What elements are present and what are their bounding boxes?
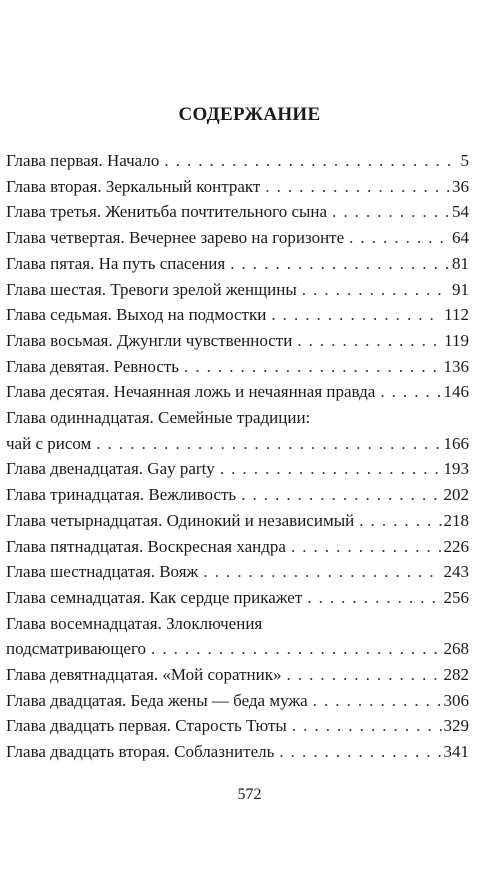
- entry-title: Глава девятнадцатая. «Мой соратник»: [6, 665, 282, 685]
- dot-leader: [184, 354, 441, 380]
- entry-title: чай с рисом: [6, 433, 92, 453]
- entry-page: 218: [443, 510, 469, 530]
- toc-entry[interactable]: [6, 739, 469, 765]
- dot-leader: [265, 174, 450, 200]
- dot-leader: [271, 302, 442, 328]
- entry-title: Глава седьмая. Выход на подмостки: [6, 305, 267, 325]
- entry-title: Глава шестнадцатая. Вояж: [6, 562, 199, 582]
- entry-page: 329: [443, 716, 469, 736]
- dot-leader: [292, 713, 442, 739]
- dot-leader: [151, 636, 441, 662]
- dot-leader: [230, 251, 450, 277]
- page-title: СОДЕРЖАНИЕ: [178, 104, 321, 125]
- entry-page: 226: [443, 536, 469, 556]
- entry-title: Глава десятая. Нечаянная ложь и нечаянная правда: [6, 382, 376, 402]
- entry-title: Глава пятнадцатая. Воскресная хандра: [6, 536, 286, 556]
- toc-entry[interactable]: [6, 688, 469, 714]
- entry-title: Глава двадцать первая. Старость Тюты: [6, 716, 287, 736]
- dot-leader: [307, 585, 441, 611]
- dot-leader: [359, 508, 441, 534]
- toc-entry[interactable]: [6, 405, 469, 456]
- entry-title: подсматривающего: [6, 639, 147, 659]
- toc-entry[interactable]: [6, 277, 469, 303]
- entry-title: Глава третья. Женитьба почтительного сына: [6, 202, 328, 222]
- entry-page: 112: [444, 305, 469, 325]
- entry-page: 64: [452, 228, 469, 248]
- toc-entry[interactable]: [6, 585, 469, 611]
- entry-title: Глава двадцатая. Беда жены — беда мужа: [6, 690, 308, 710]
- toc-entry[interactable]: [6, 199, 469, 225]
- entry-title: Глава вторая. Зеркальный контракт: [6, 176, 261, 196]
- toc-entry[interactable]: [6, 302, 469, 328]
- dot-leader: [302, 277, 450, 303]
- entry-title: Глава пятая. На путь спасения: [6, 253, 226, 273]
- toc-entry[interactable]: [6, 456, 469, 482]
- dot-leader: [241, 482, 441, 508]
- dot-leader: [332, 199, 450, 225]
- dot-leader: [279, 739, 441, 765]
- dot-leader: [349, 225, 450, 251]
- toc-entry[interactable]: [6, 174, 469, 200]
- toc-entry[interactable]: [6, 662, 469, 688]
- entry-title: Глава тринадцатая. Вежливость: [6, 485, 237, 505]
- toc-entry[interactable]: [6, 379, 469, 405]
- dot-leader: [291, 534, 442, 560]
- entry-title: Глава семнадцатая. Как сердце прикажет: [6, 587, 303, 607]
- entry-title: Глава двенадцатая. Gay party: [6, 459, 215, 479]
- entry-title: Глава шестая. Тревоги зрелой женщины: [6, 279, 297, 299]
- entry-page: 282: [443, 665, 469, 685]
- dot-leader: [96, 431, 441, 457]
- entry-title: Глава четырнадцатая. Одинокий и независимый: [6, 510, 355, 530]
- dot-leader: [297, 328, 442, 354]
- entry-title-line1: Глава одиннадцатая. Семейные традиции:: [6, 408, 311, 428]
- dot-leader: [164, 148, 458, 174]
- entry-page: 202: [443, 485, 469, 505]
- entry-page: 243: [443, 562, 469, 582]
- entry-page: 136: [443, 356, 469, 376]
- toc-entry[interactable]: [6, 559, 469, 585]
- page-number: 572: [237, 786, 262, 803]
- toc-entry[interactable]: [6, 482, 469, 508]
- entry-page: 36: [452, 176, 469, 196]
- entry-title-line1: Глава восемнадцатая. Злоключения: [6, 613, 263, 633]
- dot-leader: [203, 559, 441, 585]
- entry-page: 81: [452, 253, 469, 273]
- dot-leader: [287, 662, 442, 688]
- entry-page: 119: [444, 330, 469, 350]
- entry-title: Глава восьмая. Джунгли чувственности: [6, 330, 293, 350]
- entry-title: Глава двадцать вторая. Соблазнитель: [6, 742, 275, 762]
- toc-entry[interactable]: [6, 611, 469, 662]
- toc-entry[interactable]: [6, 225, 469, 251]
- entry-page: 341: [443, 742, 469, 762]
- toc-entry[interactable]: [6, 713, 469, 739]
- entry-page: 306: [443, 690, 469, 710]
- entry-page: 256: [443, 587, 469, 607]
- entry-page: 193: [443, 459, 469, 479]
- entry-page: 91: [452, 279, 469, 299]
- toc-entry[interactable]: [6, 251, 469, 277]
- toc-entry[interactable]: [6, 508, 469, 534]
- toc-entry[interactable]: [6, 328, 469, 354]
- dot-leader: [380, 379, 441, 405]
- dot-leader: [220, 456, 442, 482]
- entry-page: 166: [443, 433, 469, 453]
- entry-page: 146: [443, 382, 469, 402]
- toc-entry[interactable]: [6, 534, 469, 560]
- toc-entry[interactable]: [6, 148, 469, 174]
- entry-page: 5: [460, 151, 469, 170]
- entry-title: Глава девятая. Ревность: [6, 356, 180, 376]
- entry-page: 54: [452, 202, 469, 222]
- dot-leader: [313, 688, 442, 714]
- entry-title: Глава первая. Начало: [6, 151, 160, 170]
- table-of-contents: [6, 148, 469, 765]
- toc-entry[interactable]: [6, 354, 469, 380]
- entry-page: 268: [443, 639, 469, 659]
- entry-title: Глава четвертая. Вечернее зарево на горизонте: [6, 228, 345, 248]
